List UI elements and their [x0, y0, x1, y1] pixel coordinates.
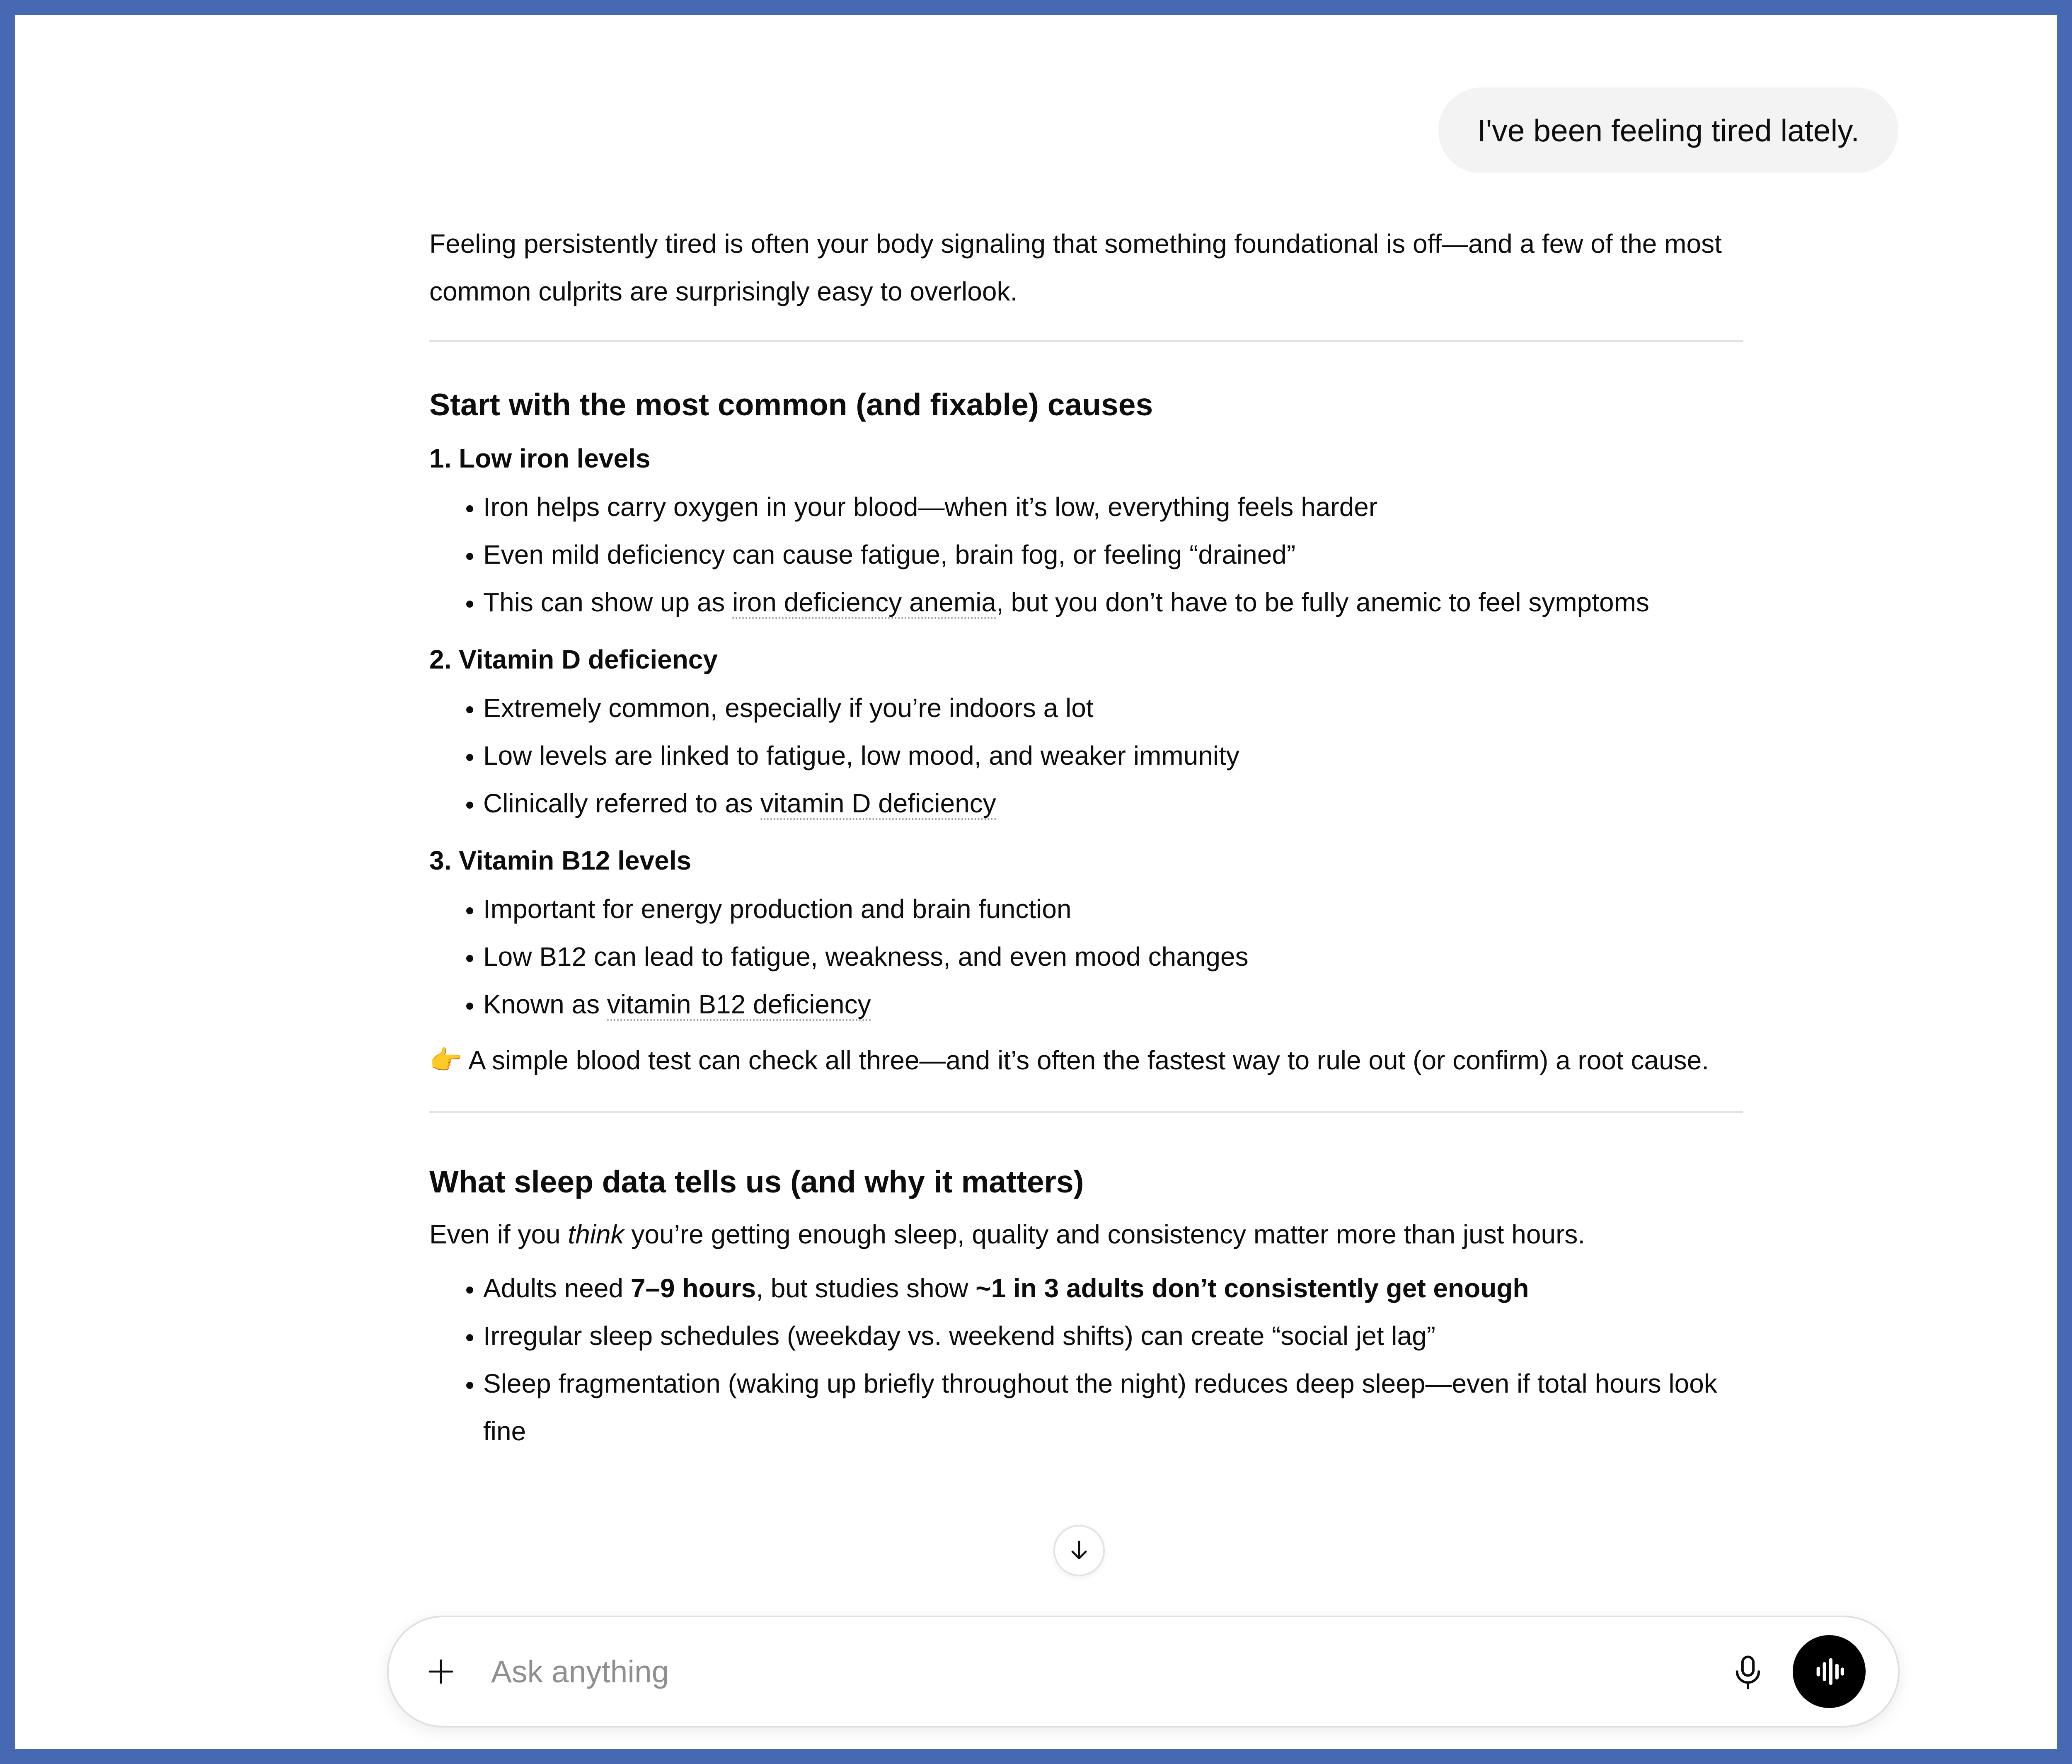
pointing-hand-icon: 👉	[429, 1045, 462, 1075]
bullet-text: Low B12 can lead to fatigue, weakness, and even mood changes	[483, 942, 1249, 972]
divider	[429, 1111, 1743, 1113]
list-item	[483, 1312, 1743, 1360]
iron-bullet-list	[429, 483, 1743, 626]
bullet-text: Extremely common, especially if you’re indoors a lot	[483, 693, 1094, 723]
bullet-text: Important for energy production and brain function	[483, 894, 1072, 924]
cause-title-vitamin-d: 2. Vitamin D deficiency	[429, 645, 718, 674]
vitamin-d-bullet-list	[429, 684, 1743, 827]
bullet-text: Even mild deficiency can cause fatigue, brain fog, or feeling “drained”	[483, 540, 1296, 569]
list-item	[483, 981, 1743, 1028]
voice-mode-icon	[1811, 1653, 1848, 1690]
chat-window	[15, 15, 2057, 1749]
message-composer	[387, 1616, 1900, 1728]
bullet-text: Clinically referred to as	[483, 788, 760, 818]
divider-spacer	[429, 315, 1743, 380]
list-item	[483, 483, 1743, 531]
bullet-text: Low levels are linked to fatigue, low mood, and weaker immunity	[483, 741, 1239, 771]
list-item	[483, 732, 1743, 780]
bullet-text: Adults need	[483, 1273, 631, 1303]
tip-text: A simple blood test can check all three—and it’s often the fastest way to rule out (or confirm) a root cause.	[462, 1045, 1709, 1075]
bullet-bold: 7–9 hours	[630, 1273, 756, 1303]
list-item	[483, 1265, 1743, 1312]
blood-test-tip	[429, 1037, 1743, 1084]
user-message-bubble	[1438, 87, 1898, 173]
intro-paragraph: Feeling persistently tired is often your body signaling that something foundational is off—and a few of the most common culprits are surprisingly easy to overlook.	[429, 229, 1722, 306]
b12-bullet-list	[429, 885, 1743, 1028]
scroll-to-bottom-button[interactable]	[1053, 1525, 1105, 1576]
list-item	[483, 684, 1743, 732]
assistant-response	[429, 220, 1743, 1455]
section-heading-sleep: What sleep data tells us (and why it matters)	[429, 1164, 1084, 1199]
bullet-text: This can show up as	[483, 587, 733, 617]
message-input[interactable]	[490, 1642, 1652, 1701]
lead-emphasis: think	[568, 1219, 624, 1249]
user-message-text: I've been feeling tired lately.	[1477, 113, 1859, 148]
bullet-text: Iron helps carry oxygen in your blood—when it’s low, everything feels harder	[483, 492, 1378, 522]
lead-text: you’re getting enough sleep, quality and consistency matter more than just hours.	[624, 1219, 1585, 1249]
lead-text: Even if you	[429, 1219, 568, 1249]
iron-deficiency-anemia-link[interactable]: iron deficiency anemia	[732, 587, 996, 619]
bullet-text: , but you don’t have to be fully anemic to feel symptoms	[996, 587, 1649, 617]
divider-spacer	[429, 1084, 1743, 1157]
divider	[429, 340, 1743, 342]
bullet-text: Irregular sleep schedules (weekday vs. weekend shifts) can create “social jet lag”	[483, 1321, 1435, 1351]
list-item	[483, 1360, 1743, 1455]
voice-mode-button[interactable]	[1793, 1635, 1866, 1708]
list-item	[483, 579, 1743, 626]
bullet-bold: ~1 in 3 adults don’t consistently get enough	[975, 1273, 1529, 1303]
list-item	[483, 531, 1743, 579]
sleep-lead-paragraph	[429, 1211, 1743, 1258]
section-heading-causes: Start with the most common (and fixable) causes	[429, 387, 1153, 422]
bullet-text: Known as	[483, 989, 607, 1019]
list-item	[483, 933, 1743, 981]
bullet-text: Sleep fragmentation (waking up briefly throughout the night) reduces deep sleep—even if total hours look fine	[483, 1369, 1717, 1446]
vitamin-d-deficiency-link[interactable]: vitamin D deficiency	[760, 788, 996, 820]
cause-title-iron: 1. Low iron levels	[429, 443, 651, 473]
vitamin-b12-deficiency-link[interactable]: vitamin B12 deficiency	[607, 989, 871, 1021]
sleep-bullet-list	[429, 1265, 1743, 1455]
arrow-down-icon	[1066, 1537, 1092, 1564]
plus-icon[interactable]	[426, 1657, 456, 1686]
list-item	[483, 780, 1743, 827]
bullet-text: , but studies show	[756, 1273, 976, 1303]
cause-title-b12: 3. Vitamin B12 levels	[429, 846, 692, 875]
list-item	[483, 885, 1743, 933]
microphone-icon[interactable]	[1731, 1654, 1765, 1691]
content-fade	[15, 1524, 2057, 1615]
